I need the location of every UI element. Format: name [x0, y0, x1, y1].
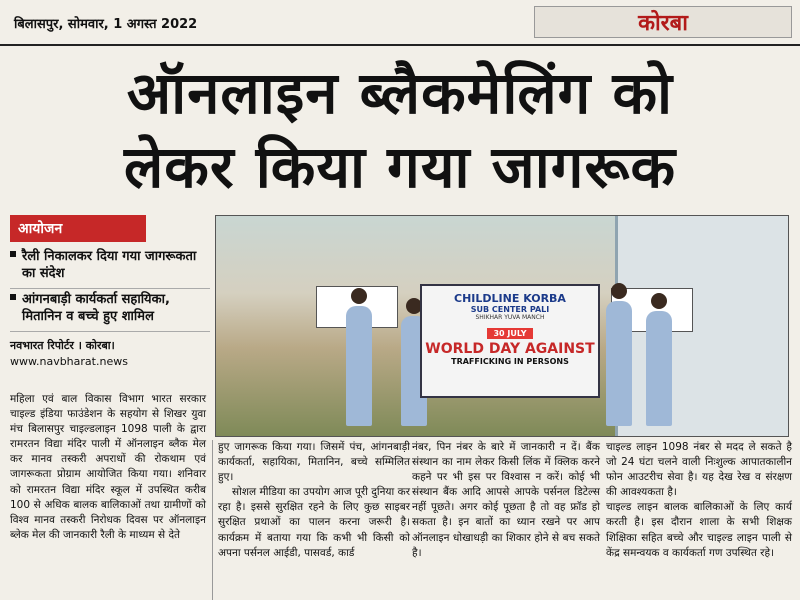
section-name: कोरबा [534, 6, 792, 38]
banner-line-1: CHILDLINE KORBA [454, 292, 566, 305]
childline-banner [420, 284, 600, 398]
article-paragraph: नंबर, पिन नंबर के बारे में जानकारी न दें। बैंक संस्थान का नाम लेकर किसी लिंक में क्लिक करने कहने पर भी इस पर विश्वास न करें। कोई भी संस्थान बैंक आदि आपसे आपके पर्सनल डिटेल्स नहीं पूछते। अगर कोई पूछता है तो वह फ्रॉड हो सकता है। इन बातों का ध्यान रखने पर आप ऑनलाइन धोखाधड़ी का शिकार होने से बच सकते है। [412, 441, 600, 559]
article-column-2 [218, 440, 410, 561]
banner-line-2: SUB CENTER PALI [470, 305, 550, 314]
student-figure [346, 306, 372, 426]
headline-line-1: ऑनलाइन ब्लैकमेलिंग को [126, 59, 674, 127]
highlights-box [10, 215, 210, 368]
highlight-text: आंगनबाड़ी कार्यकर्ता सहायिका, मितानिन व बच्चे हुए शामिल [22, 292, 170, 324]
category-tag: आयोजन [10, 215, 146, 242]
website-url: www.navbharat.news [10, 355, 128, 368]
column-divider [212, 440, 213, 600]
article-column-3 [412, 440, 600, 561]
highlights-list [10, 246, 210, 332]
banner-date: 30 JULY [487, 328, 532, 339]
article-paragraph: सोशल मीडिया का उपयोग आज पूरी दुनिया कर रहा है। इससे सुरक्षित रहने के लिए कुछ साइबर सुरक्षित प्रथाओं का पालन करना जरूरी है। कार्यक्रम में बताया गया कि कभी भी किसी को अपना पर्सनल आईडी, पासवर्ड, कार्ड [218, 486, 410, 559]
banner-line-3: SHIKHAR YUVA MANCH [475, 314, 545, 321]
article-paragraph: चाइल्ड लाइन बालक बालिकाओं के लिए कार्य करती है। इस दौरान शाला के सभी शिक्षक शिक्षिका सहित बच्चे और चाइल्ड लाइन पाली से केंद्र समन्वयक व कार्यकर्ता गण उपस्थित रहे। [606, 501, 792, 559]
article-paragraph: महिला एवं बाल विकास विभाग भारत सरकार चाइल्ड इंडिया फाउंडेशन के सहयोग से शिखर युवा मंच बिलासपुर चाइल्डलाइन 1098 पाली के द्वारा रामरतन विद्या मंदिर पाली में ऑनलाइन ब्लैक मेल कर मानव तस्करी अपराधों की रोकथाम एवं जागरूकता प्रोग्राम आयोजित किया गया। शनिवार को रामरतन विद्या मंदिर स्कूल में उपस्थित करीब 100 से अधिक बालक बालिकाओं तथा ग्रामीणों को विश्व मानव तस्करी निरोधक दिवस पर ऑनलाइन ब्लेक मेल की जानकारी रैली के माध्यम से देते [10, 393, 206, 541]
highlight-text: रैली निकालकर दिया गया जागरूकता का संदेश [22, 249, 197, 281]
bullet-icon [10, 294, 16, 300]
student-figure [606, 301, 632, 426]
highlight-item [10, 289, 210, 332]
news-photo [215, 215, 789, 437]
newspaper-header [0, 0, 800, 46]
article-column-1 [10, 392, 206, 543]
bullet-icon [10, 251, 16, 257]
highlight-item [10, 246, 210, 289]
article-column-4 [606, 440, 792, 561]
banner-line-4: WORLD DAY AGAINST [425, 341, 595, 357]
banner-line-5: TRAFFICKING IN PERSONS [451, 357, 569, 366]
article-paragraph: चाइल्ड लाइन 1098 नंबर से मदद ले सकते है जो 24 घंटा चलने वाली निःशुल्क आपातकालीन फोन आउटरीच सेवा है। यह देख रेख व संरक्षण की आवश्यकता है। [606, 441, 792, 499]
headline-line-2: लेकर किया गया जागरूक [123, 133, 677, 201]
article-paragraph: हुए जागरूक किया गया। जिसमें पंच, आंगनबाड़ी कार्यकर्ता, सहायिका, मितानिन, बच्चे सम्मिलित हुए। [218, 441, 410, 484]
reporter-byline: नवभारत रिपोर्टर । कोरबा। [10, 339, 115, 352]
dateline: बिलासपुर, सोमवार, 1 अगस्त 2022 [14, 17, 198, 32]
student-figure [646, 311, 672, 426]
headline [0, 56, 800, 204]
